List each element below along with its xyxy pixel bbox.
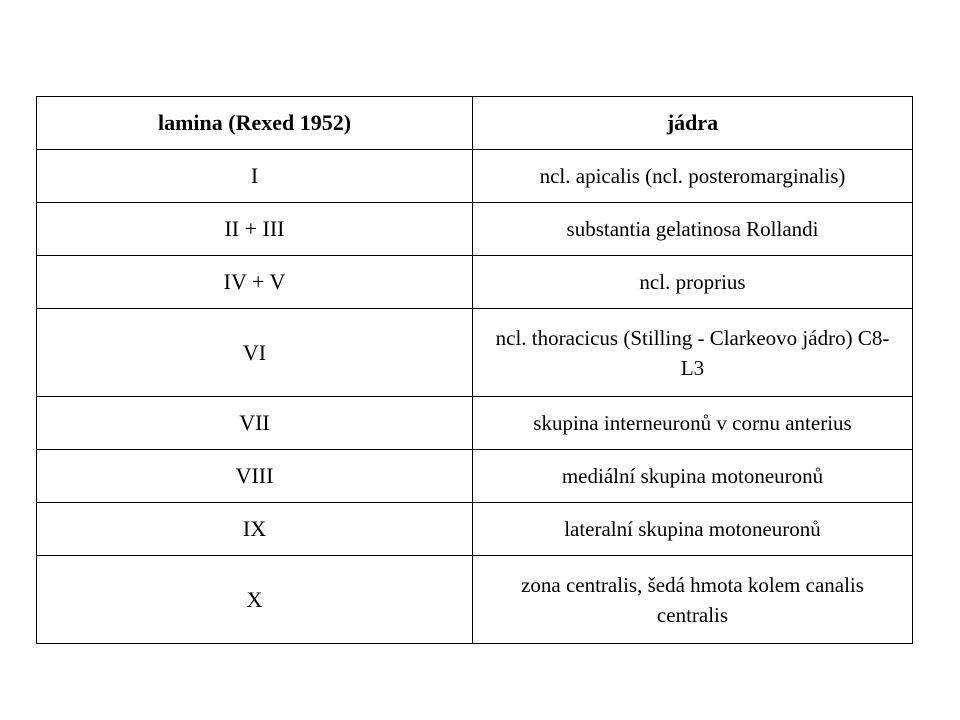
lamina-cell: II + III	[37, 203, 473, 256]
lamina-cell: VII	[37, 397, 473, 450]
lamina-cell: X	[37, 556, 473, 644]
lamina-nuclei-table	[36, 96, 913, 644]
lamina-cell: VI	[37, 309, 473, 397]
table-row	[37, 397, 913, 450]
nuclei-cell: ncl. apicalis (ncl. posteromarginalis)	[473, 150, 913, 203]
table-row	[37, 150, 913, 203]
nuclei-cell: ncl. thoracicus (Stilling - Clarkeovo jádro) C8-L3	[473, 309, 913, 397]
header-lamina: lamina (Rexed 1952)	[37, 97, 473, 150]
nuclei-cell: zona centralis, šedá hmota kolem canalis centralis	[473, 556, 913, 644]
table-header-row	[37, 97, 913, 150]
nuclei-cell: substantia gelatinosa Rollandi	[473, 203, 913, 256]
table-row	[37, 556, 913, 644]
lamina-cell: I	[37, 150, 473, 203]
header-nuclei: jádra	[473, 97, 913, 150]
table-row	[37, 309, 913, 397]
lamina-table-container	[36, 96, 912, 644]
nuclei-cell: ncl. proprius	[473, 256, 913, 309]
lamina-cell: VIII	[37, 450, 473, 503]
lamina-cell: IV + V	[37, 256, 473, 309]
table-row	[37, 503, 913, 556]
table-row	[37, 203, 913, 256]
lamina-cell: IX	[37, 503, 473, 556]
nuclei-cell: skupina interneuronů v cornu anterius	[473, 397, 913, 450]
nuclei-cell: mediální skupina motoneuronů	[473, 450, 913, 503]
nuclei-cell: lateralní skupina motoneuronů	[473, 503, 913, 556]
table-row	[37, 256, 913, 309]
table-row	[37, 450, 913, 503]
